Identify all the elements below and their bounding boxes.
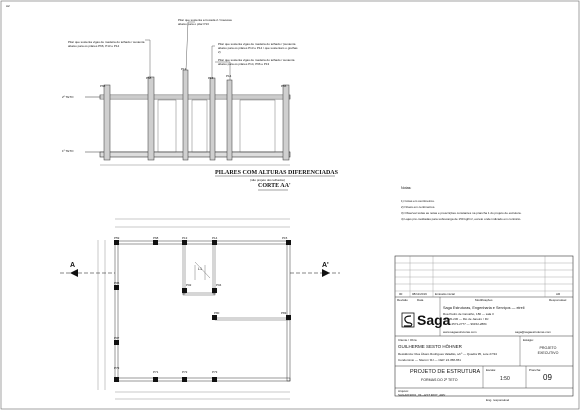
plan-pillar-label: P05 [114,281,120,285]
elev-pillar-label: P13 [208,76,214,80]
rev-resp: AR [556,292,561,296]
company-email: saga@sagaestruturas.com [515,330,551,334]
plan-pillar-label: P04 [216,283,222,287]
client-label: Cliente / Obra [398,338,417,342]
rev-header: Responsável [549,298,567,302]
rev-header: Data [417,298,424,302]
plan-pillar-label: P14 [212,236,218,240]
plan-pillar-label: P59 [114,236,120,240]
section-marker-left: A [70,262,76,269]
elevation-note-3: Pilar que sustenta vigas de madeira do telhado / (sustenta abaixo para os pilares P13 e P14 / que sustentam o grelhas 2) [218,42,298,54]
file-label: Arquivo: [398,389,410,393]
slab-label: L1 [198,267,202,271]
scale-label: Escala: [486,368,496,372]
level-lower-label: 1º TETO [62,149,74,153]
elev-pillar-label: P14 [226,74,232,78]
drawing-title: PROJETO DE ESTRUTURA [410,369,481,375]
elev-pillar-label: P13 [181,67,187,71]
plan-pillar-label: P72 [182,370,188,374]
company-full-name: Saga Estruturas, Engenharia e Serviços — eireli [443,306,525,310]
elevation-note-1: Pilar que sustenta a trocada 2 / travessa abaixo para o pilar P13 [178,18,232,26]
note-item: 1) Cotas em centímetros. [401,199,435,203]
notes-heading: Notas: [401,186,412,190]
file-value: SAGA019001_03—EST.F007_ARV [398,393,446,397]
rev-header: Modificações [475,298,493,302]
note-item: 2) Níveis em centímetros. [401,205,436,209]
plan-pillar-label: P07 [114,336,120,340]
rev-mod: Emissão inicial [435,292,455,296]
scale-value: 1:50 [500,376,510,382]
company-city: 25.520-230 — Rio de Janeiro / RJ [443,317,489,321]
elev-pillar-label: P68 [146,76,152,80]
engineer-label: Eng. responsável [486,398,510,402]
company-phone: Fone: 2571-2777 — 99152-2884 [443,322,487,326]
stage-label: Estágio: [523,338,534,342]
elev-pillar-label: P66 [100,84,106,88]
plan-pillar-label: P73 [114,366,120,370]
plan-pillar-label: P02 [186,283,192,287]
client-city: Condomínio — Niterói / RJ — CEP. 24.358-651 [398,358,461,362]
note-item: 3) Observar todas as notas e prescrições constantes na prancha 1 do projeto de estrutura. [401,211,522,215]
company-address: Rua Pedro de Carvalho, 180 — sala 3 [443,312,494,316]
section-title: CORTE AA' [258,183,291,189]
rev-date: 08/11/2019 [412,292,427,296]
rev-header: Revisão [397,298,408,302]
sheet-value: 09 [543,373,552,382]
plan-pillar-label: P71 [153,370,159,374]
rev-number: 00 [399,292,403,296]
elevation-note-4: Pilar que sustenta vigas de madeira do telhado / sustenta abaixo para os pilares P14, P66 e P13 [218,58,295,66]
level-upper-label: 2º TETO [62,95,74,99]
section-marker-right: A' [322,262,329,269]
plan-pillar-label: P73 [212,370,218,374]
sheet-code: A2 [6,4,10,8]
client-address: Residência: Rua Álvaro Rodrigues Valadão, s/nº — Quadra 95, Lote 27/34 [398,352,497,356]
client-name: GUILHERME SESTO HÖHNER [398,344,462,349]
company-site: www.sagaestruturas.com [443,330,477,334]
stage-value: PROJETO EXECUTIVO [537,346,559,355]
elevation-title: PILARES COM ALTURAS DIFERENCIADAS [215,170,338,176]
plan-pillar-label: P80 [214,311,220,315]
plan-pillar-label: P68 [153,236,159,240]
plan-pillar-label: P13 [182,236,188,240]
company-logo-text: Saga [417,312,451,328]
elevation-note-2: Pilar que sustenta vigas de madeira do telhado / sustenta abaixo para os pilares P66, P13 e P14 [68,40,145,48]
sheet-label: Prancha: [529,368,542,372]
elev-pillar-label: P66 [281,84,287,88]
note-item: 4) Lajes pré-moldadas para sobrecarga de 150 kgf/m², exceto onde indicado em contrário. [401,217,522,221]
elevation-subtitle: (não projeto dos telhados) [250,178,285,182]
plan-pillar-label: P15 [282,236,288,240]
plan-pillar-label: P83 [281,311,287,315]
drawing-subtitle: FORMAS DO 2º TETO [421,378,458,382]
